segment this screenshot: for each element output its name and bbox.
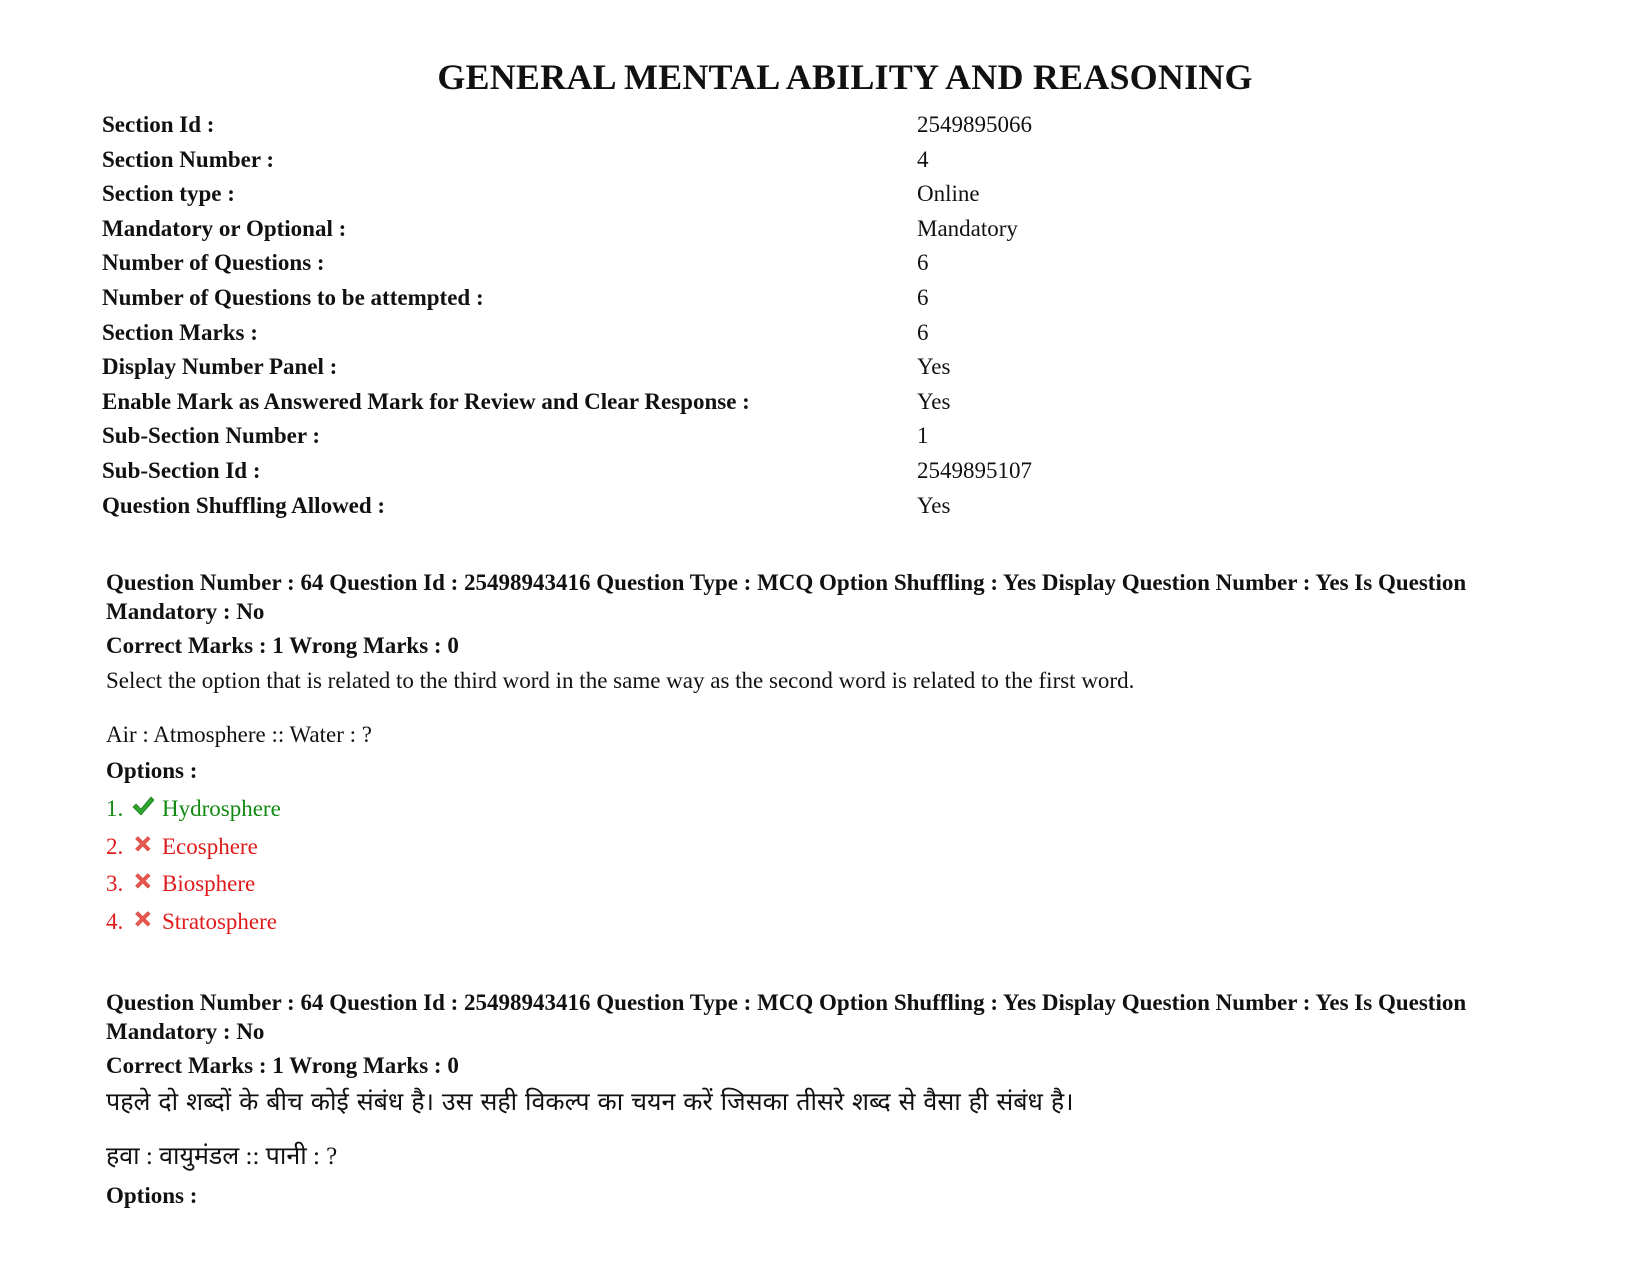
enable-mark-label: Enable Mark as Answered Mark for Review and Clear Response : <box>102 388 750 414</box>
cross-icon <box>131 869 155 893</box>
options-list <box>106 790 1526 940</box>
checkmark-icon <box>131 794 155 818</box>
option-text: Stratosphere <box>162 908 277 934</box>
options-label: Options : <box>106 758 198 783</box>
option-item <box>106 828 1526 866</box>
option-number: 1. <box>106 796 124 821</box>
questions-to-attempt-value: 6 <box>917 284 929 310</box>
sub-section-number-label: Sub-Section Number : <box>102 423 321 449</box>
section-info-row <box>102 419 1302 454</box>
analogy-separator: : ? <box>306 1143 338 1170</box>
section-info-row <box>102 350 1302 385</box>
option-text: Hydrosphere <box>162 796 281 821</box>
sub-section-number-value: 1 <box>917 423 929 449</box>
question-shuffling-value: Yes <box>917 492 951 518</box>
page-title: GENERAL MENTAL ABILITY AND REASONING <box>437 57 1253 97</box>
option-item <box>106 865 1526 903</box>
section-id-label: Section Id : <box>102 112 215 137</box>
question-analogy <box>106 1138 1526 1175</box>
option-text: Biosphere <box>162 871 256 896</box>
question-shuffling-label: Question Shuffling Allowed : <box>102 492 386 518</box>
section-info-row <box>102 177 1302 212</box>
option-item <box>106 903 1526 941</box>
section-marks-label: Section Marks : <box>102 319 258 345</box>
question-marks: Correct Marks : 1 Wrong Marks : 0 <box>106 633 459 658</box>
option-text: Ecosphere <box>162 833 258 859</box>
section-info-row <box>102 385 1302 420</box>
section-info-table <box>102 108 1302 523</box>
option-number: 3. <box>106 871 124 896</box>
section-info-row <box>102 316 1302 351</box>
question-analogy: Air : Atmosphere :: Water : ? <box>106 722 372 747</box>
section-marks-value: 6 <box>917 319 929 345</box>
question-header: Question Number : 64 Question Id : 25498943416 Question Type : MCQ Option Shuffling : Yes Display Question Number : Yes Is Question Mandatory : No <box>106 990 1467 1044</box>
section-number-label: Section Number : <box>102 146 275 172</box>
cross-icon <box>131 907 155 931</box>
analogy-word: हवा <box>106 1141 140 1170</box>
question-header: Question Number : 64 Question Id : 25498943416 Question Type : MCQ Option Shuffling : Yes Display Question Number : Yes Is Question Mandatory : No <box>106 570 1467 624</box>
section-type-label: Section type : <box>102 181 235 207</box>
enable-mark-value: Yes <box>917 388 951 414</box>
display-number-panel-label: Display Number Panel : <box>102 354 338 380</box>
mandatory-optional-value: Mandatory <box>917 215 1018 241</box>
question-block-hindi <box>106 988 1526 1211</box>
questions-to-attempt-label: Number of Questions to be attempted : <box>102 284 484 310</box>
section-info-row <box>102 143 1302 178</box>
section-info-row <box>102 108 1302 143</box>
option-number: 4. <box>106 908 124 934</box>
cross-icon <box>131 832 155 856</box>
analogy-separator: : <box>139 1143 160 1170</box>
number-of-questions-label: Number of Questions : <box>102 250 325 276</box>
sub-section-id-value: 2549895107 <box>917 457 1032 483</box>
options-label: Options : <box>106 1183 198 1208</box>
section-info-row <box>102 212 1302 247</box>
section-info-row <box>102 281 1302 316</box>
number-of-questions-value: 6 <box>917 250 929 276</box>
option-number: 2. <box>106 833 124 859</box>
section-id-value: 2549895066 <box>917 112 1032 137</box>
analogy-word: पानी <box>265 1141 307 1170</box>
display-number-panel-value: Yes <box>917 354 951 380</box>
question-text: पहले दो शब्दों के बीच कोई संबंध है। उस सही विकल्प का चयन करें जिसका तीसरे शब्द से वैसा ही संबंध है। <box>106 1087 1074 1116</box>
analogy-separator: :: <box>239 1143 266 1170</box>
section-info-row <box>102 489 1302 524</box>
analogy-word: वायुमंडल <box>159 1141 240 1170</box>
question-block-english <box>106 568 1526 940</box>
mandatory-optional-label: Mandatory or Optional : <box>102 215 347 241</box>
sub-section-id-label: Sub-Section Id : <box>102 457 261 483</box>
section-type-value: Online <box>917 181 980 207</box>
section-info-row <box>102 454 1302 489</box>
question-marks: Correct Marks : 1 Wrong Marks : 0 <box>106 1053 459 1078</box>
section-number-value: 4 <box>917 146 929 172</box>
option-item <box>106 790 1526 828</box>
question-text: Select the option that is related to the third word in the same way as the second word is related to the first word. <box>106 668 1135 693</box>
section-info-row <box>102 246 1302 281</box>
